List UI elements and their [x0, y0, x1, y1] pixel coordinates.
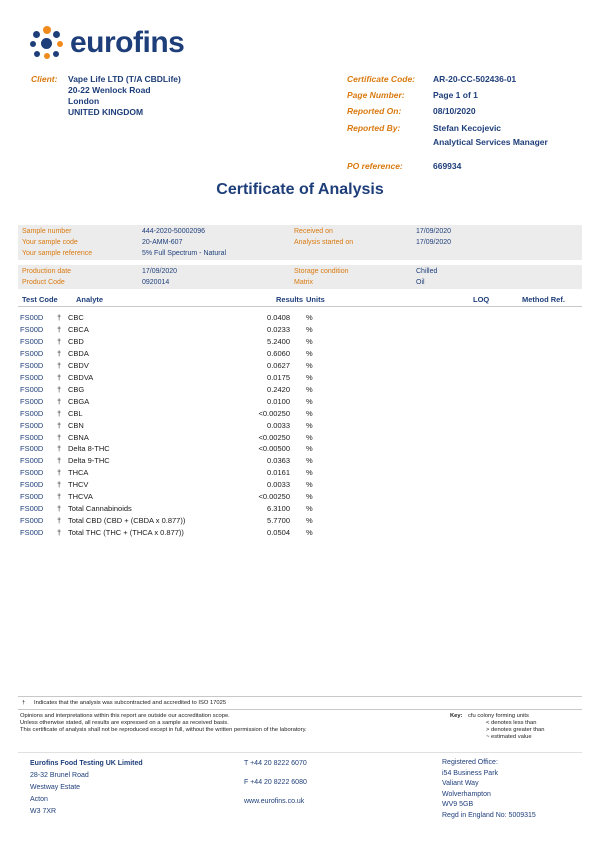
header-units: Units — [306, 295, 325, 304]
sample-info-block — [18, 225, 582, 260]
analyte-name: CBN — [68, 420, 84, 430]
table-row — [20, 432, 580, 444]
result-unit: % — [306, 444, 313, 454]
production-date-label: Production date — [22, 268, 72, 275]
sample-info-row — [18, 248, 582, 259]
table-row — [20, 372, 580, 384]
analyte-name: Total CBD (CBD + (CBDA x 0.877)) — [68, 516, 186, 526]
dagger-mark: † — [57, 492, 62, 502]
test-code: FS00D — [20, 360, 44, 370]
test-code: FS00D — [20, 480, 44, 490]
result-unit: % — [306, 324, 313, 334]
analyte-name: CBL — [68, 408, 83, 418]
key-line: < denotes less than — [486, 720, 537, 726]
result-unit: % — [306, 528, 313, 538]
result-value: 0.0233 — [267, 324, 290, 334]
header-loq: LOQ — [473, 295, 490, 304]
contact-web[interactable]: www.eurofins.co.uk — [244, 798, 305, 805]
dagger-mark: † — [57, 313, 62, 322]
result-value: 0.0363 — [267, 456, 290, 466]
table-row — [20, 336, 580, 348]
company-line: 28-32 Brunel Road — [30, 772, 89, 779]
eurofins-logo — [30, 26, 184, 60]
document-title: Certificate of Analysis — [216, 181, 384, 198]
eurofins-logo-mark-icon — [30, 26, 64, 60]
registered-line: WV9 5GB — [442, 801, 474, 808]
product-code-label: Product Code — [22, 279, 65, 286]
disclaimer-line: Opinions and interpretations within this report are outside our accreditation scope. — [20, 713, 230, 719]
result-unit: % — [306, 468, 313, 478]
analyte-name: THCV — [68, 480, 89, 490]
sample-info-row — [18, 237, 582, 248]
test-code: FS00D — [20, 408, 44, 418]
result-value: 0.0033 — [267, 420, 290, 430]
reported-by-label: Reported By: — [347, 123, 401, 133]
dagger-mark: † — [57, 396, 62, 406]
table-row — [20, 515, 580, 527]
disclaimer-line: This certificate of analysis shall not be reproduced except in full, without the written permission of the laboratory. — [20, 727, 307, 733]
reported-on: 08/10/2020 — [433, 106, 476, 116]
dagger-mark: † — [57, 372, 62, 382]
header-divider — [18, 306, 582, 307]
test-code: FS00D — [20, 444, 44, 454]
table-row — [20, 443, 580, 455]
client-country: UNITED KINGDOM — [68, 107, 144, 117]
result-unit: % — [306, 348, 313, 358]
table-row — [20, 348, 580, 360]
analysis-started: 17/09/2020 — [416, 239, 452, 246]
key-label: Key: — [450, 713, 463, 719]
result-unit: % — [306, 396, 313, 406]
analysis-started-label: Analysis started on — [294, 239, 354, 246]
dagger-mark: † — [57, 528, 62, 538]
test-code: FS00D — [20, 432, 44, 442]
table-row — [20, 324, 580, 336]
analyte-name: CBD — [68, 336, 84, 346]
dagger-mark: † — [57, 444, 62, 454]
result-unit: % — [306, 360, 313, 370]
contact-fax: F +44 20 8222 6080 — [244, 779, 307, 786]
sample-reference: 5% Full Spectrum - Natural — [142, 250, 227, 257]
test-code: FS00D — [20, 348, 44, 358]
table-row — [20, 384, 580, 396]
footnote-text: Indicates that the analysis was subcontracted and accredited to ISO 17025 — [34, 700, 227, 706]
result-unit: % — [306, 408, 313, 418]
table-row — [20, 360, 580, 372]
client-name: Vape Life LTD (T/A CBDLife) — [68, 74, 181, 84]
company-line: Westway Estate — [30, 784, 81, 791]
reported-on-label: Reported On: — [347, 106, 402, 116]
header-analyte: Analyte — [76, 295, 104, 304]
dagger-mark: † — [57, 468, 62, 478]
dagger-mark: † — [57, 336, 62, 346]
analyte-name: CBG — [68, 384, 85, 394]
key-line: cfu colony forming units — [468, 713, 529, 719]
page-number-label: Page Number: — [347, 90, 405, 100]
po-reference: 669934 — [433, 161, 462, 171]
test-code: FS00D — [20, 456, 44, 466]
test-code: FS00D — [20, 504, 44, 514]
dagger-mark: † — [57, 456, 62, 466]
dagger-mark: † — [57, 516, 62, 526]
table-row — [20, 455, 580, 467]
registered-line: Wolverhampton — [442, 790, 491, 798]
analyte-name: Total THC (THC + (THCA x 0.877)) — [68, 528, 184, 538]
product-info-row — [18, 277, 582, 288]
header-test-code: Test Code — [22, 295, 58, 304]
client-label: Client: — [31, 74, 58, 84]
disclaimer-divider — [18, 709, 582, 710]
certificate-code-label: Certificate Code: — [347, 74, 416, 84]
production-date: 17/09/2020 — [142, 268, 178, 275]
result-unit: % — [306, 372, 313, 382]
storage-condition-label: Storage condition — [294, 268, 349, 275]
analyte-name: CBDVA — [68, 372, 94, 382]
dagger-mark: † — [57, 360, 62, 370]
table-row — [20, 467, 580, 479]
analyte-name: THCVA — [68, 492, 93, 502]
key-list — [468, 713, 545, 741]
sample-reference-label: Your sample reference — [22, 250, 93, 257]
test-code: FS00D — [20, 313, 44, 322]
address-divider — [18, 752, 582, 753]
dagger-mark: † — [57, 420, 62, 430]
table-row — [20, 420, 580, 432]
dagger-mark: † — [57, 504, 62, 514]
result-unit: % — [306, 456, 313, 466]
client-address — [68, 74, 181, 118]
result-value: <0.00250 — [258, 408, 290, 418]
header-results: Results — [276, 295, 304, 304]
certificate-code: AR-20-CC-502436-01 — [433, 74, 517, 84]
registered-line: Regd in England No: 5009315 — [442, 811, 536, 819]
test-code: FS00D — [20, 516, 44, 526]
product-code: 0920014 — [142, 279, 170, 286]
result-value: <0.00250 — [258, 492, 290, 502]
matrix: Oil — [416, 279, 425, 286]
disclaimer — [20, 713, 307, 734]
result-value: 0.2420 — [267, 384, 290, 394]
registered-line: Valiant Way — [442, 780, 479, 787]
test-code: FS00D — [20, 420, 44, 430]
analyte-name: CBC — [68, 313, 84, 322]
table-row — [20, 408, 580, 420]
table-row — [20, 527, 580, 539]
result-value: <0.00250 — [258, 432, 290, 442]
header-method: Method Ref. — [522, 295, 565, 304]
test-code: FS00D — [20, 468, 44, 478]
result-value: 6.3100 — [267, 504, 290, 514]
test-code: FS00D — [20, 336, 44, 346]
result-value: 5.2400 — [267, 336, 290, 346]
sample-info-row — [18, 226, 582, 237]
result-unit: % — [306, 504, 313, 514]
analyte-name: CBCA — [68, 324, 89, 334]
sample-number-label: Sample number — [22, 228, 72, 235]
company-address — [30, 758, 143, 818]
result-value: 0.0033 — [267, 480, 290, 490]
table-row — [20, 312, 580, 324]
disclaimer-line: Unless otherwise stated, all results are expressed on a sample as received basis. — [20, 720, 229, 726]
result-unit: % — [306, 432, 313, 442]
key-line: ~ estimated value — [486, 734, 532, 740]
footnote-divider — [18, 696, 582, 697]
sample-number: 444-2020-50002096 — [142, 228, 206, 235]
sample-code: 20-AMM-607 — [142, 239, 183, 246]
company-name: Eurofins Food Testing UK Limited — [30, 760, 143, 767]
dagger-mark: † — [57, 324, 62, 334]
result-value: 0.0161 — [267, 468, 290, 478]
dagger-mark: † — [57, 348, 62, 358]
test-code: FS00D — [20, 324, 44, 334]
test-code: FS00D — [20, 384, 44, 394]
result-value: 0.0504 — [267, 528, 290, 538]
product-info-block — [18, 265, 582, 289]
test-code: FS00D — [20, 396, 44, 406]
sample-code-label: Your sample code — [22, 239, 78, 246]
result-unit: % — [306, 336, 313, 346]
result-value: <0.00500 — [258, 444, 290, 454]
analyte-name: Delta 8-THC — [68, 444, 110, 454]
dagger-mark: † — [57, 432, 62, 442]
company-line: Acton — [30, 796, 48, 803]
reported-by: Stefan Kecojevic — [433, 123, 502, 133]
result-unit: % — [306, 492, 313, 502]
result-unit: % — [306, 384, 313, 394]
table-row — [20, 396, 580, 408]
product-info-row — [18, 266, 582, 277]
client-street: 20-22 Wenlock Road — [68, 85, 151, 95]
result-unit: % — [306, 480, 313, 490]
analyte-name: Delta 9-THC — [68, 456, 110, 466]
table-row — [20, 491, 580, 503]
registered-line: i54 Business Park — [442, 769, 499, 777]
footnote-dagger: † — [22, 700, 26, 706]
key-line: > denotes greater than — [486, 727, 545, 733]
test-code: FS00D — [20, 492, 44, 502]
storage-condition: Chilled — [416, 268, 438, 275]
client-city: London — [68, 96, 100, 106]
result-value: 0.0100 — [267, 396, 290, 406]
result-unit: % — [306, 420, 313, 430]
dagger-mark: † — [57, 480, 62, 490]
po-reference-label: PO reference: — [347, 161, 403, 171]
matrix-label: Matrix — [294, 279, 314, 286]
result-value: 0.0408 — [267, 313, 290, 322]
table-row — [20, 503, 580, 515]
received-on-label: Received on — [294, 228, 333, 235]
table-row — [20, 479, 580, 491]
analyte-name: CBDA — [68, 348, 89, 358]
registered-line: Registered Office: — [442, 759, 498, 766]
registered-office — [442, 758, 536, 821]
dagger-mark: † — [57, 384, 62, 394]
analyte-name: THCA — [68, 468, 89, 478]
result-unit: % — [306, 313, 313, 322]
analyte-name: Total Cannabinoids — [68, 504, 132, 514]
logo-text: eurofins — [70, 26, 185, 59]
result-value: 0.0175 — [267, 372, 290, 382]
test-code: FS00D — [20, 372, 44, 382]
contact-tel: T +44 20 8222 6070 — [244, 760, 307, 767]
empty-label — [294, 248, 416, 259]
received-on: 17/09/2020 — [416, 228, 452, 235]
result-value: 0.0627 — [267, 360, 290, 370]
reported-by-title: Analytical Services Manager — [433, 137, 548, 147]
test-code: FS00D — [20, 528, 44, 538]
result-value: 0.6060 — [267, 348, 290, 358]
analyte-name: CBGA — [68, 396, 90, 406]
result-value: 5.7700 — [267, 516, 290, 526]
result-unit: % — [306, 516, 313, 526]
analyte-name: CBDV — [68, 360, 89, 370]
page-number: Page 1 of 1 — [433, 90, 478, 100]
company-line: W3 7XR — [30, 808, 57, 815]
analyte-name: CBNA — [68, 432, 89, 442]
dagger-mark: † — [57, 408, 62, 418]
